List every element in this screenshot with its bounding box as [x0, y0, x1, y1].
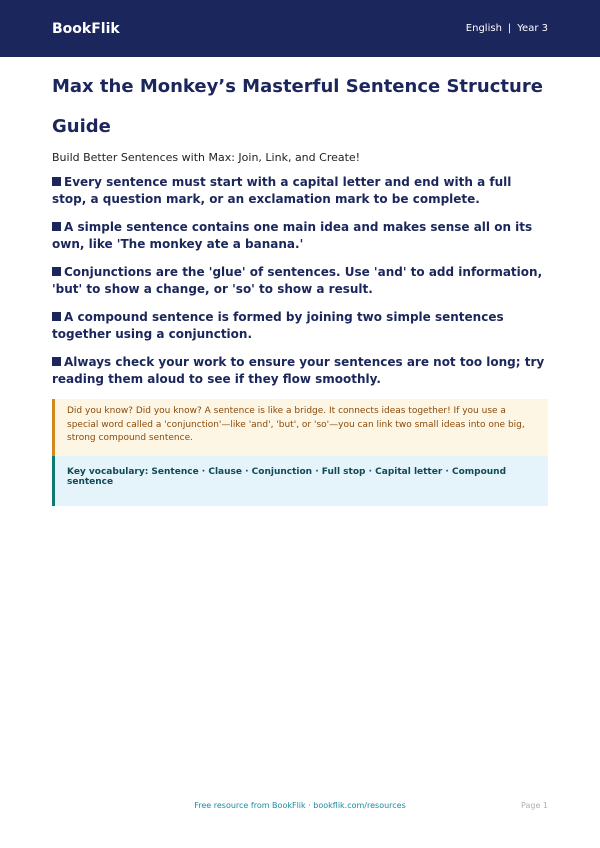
subject-label: English	[465, 23, 502, 34]
page-footer	[52, 801, 548, 813]
list-item	[52, 174, 548, 208]
square-bullet-icon	[52, 312, 61, 321]
list-item	[52, 264, 548, 298]
brand-logo-text: BookFlik	[52, 20, 120, 37]
square-bullet-icon	[52, 222, 61, 231]
bullet-text: Always check your work to ensure your sentences are not too long; try reading them aloud to see if they flow smoothly.	[52, 355, 545, 386]
key-points-list	[52, 174, 548, 388]
year-label: Year 3	[517, 23, 548, 34]
page-subtitle: Build Better Sentences with Max: Join, Link, and Create!	[52, 151, 361, 164]
square-bullet-icon	[52, 357, 61, 366]
list-item	[52, 219, 548, 253]
bullet-text: Conjunctions are the 'glue' of sentences. Use 'and' to add information, 'but' to show a change, or 'so' to show a result.	[52, 265, 543, 296]
list-item	[52, 354, 548, 388]
document-body	[0, 67, 600, 506]
header-bar	[0, 0, 600, 57]
page-title: Max the Monkey’s Masterful Sentence Structure Guide	[52, 76, 543, 137]
square-bullet-icon	[52, 177, 61, 186]
bullet-text: A simple sentence contains one main idea and makes sense all on its own, like 'The monkey ate a banana.'	[52, 220, 533, 251]
did-you-know-callout	[52, 399, 548, 456]
meta-separator: |	[507, 23, 512, 34]
bullet-text: A compound sentence is formed by joining two simple sentences together using a conjunction.	[52, 310, 504, 341]
footer-source-link[interactable]: Free resource from BookFlik · bookflik.com/resources	[194, 801, 406, 810]
square-bullet-icon	[52, 267, 61, 276]
subject-year-meta	[466, 23, 548, 34]
key-vocabulary-box	[52, 456, 548, 506]
callout-text: Did you know? Did you know? A sentence is like a bridge. It connects ideas together! If you use a special word called a 'conjunction'—like 'and', 'but', or 'so'—you can link two small ideas into one big, strong compound sentence.	[67, 406, 525, 443]
list-item	[52, 309, 548, 343]
vocabulary-text: Key vocabulary: Sentence · Clause · Conjunction · Full stop · Capital letter · Compound sentence	[67, 466, 507, 487]
page-number: Page 1	[521, 801, 548, 810]
bullet-text: Every sentence must start with a capital letter and end with a full stop, a question mark, or an exclamation mark to be complete.	[52, 175, 512, 206]
